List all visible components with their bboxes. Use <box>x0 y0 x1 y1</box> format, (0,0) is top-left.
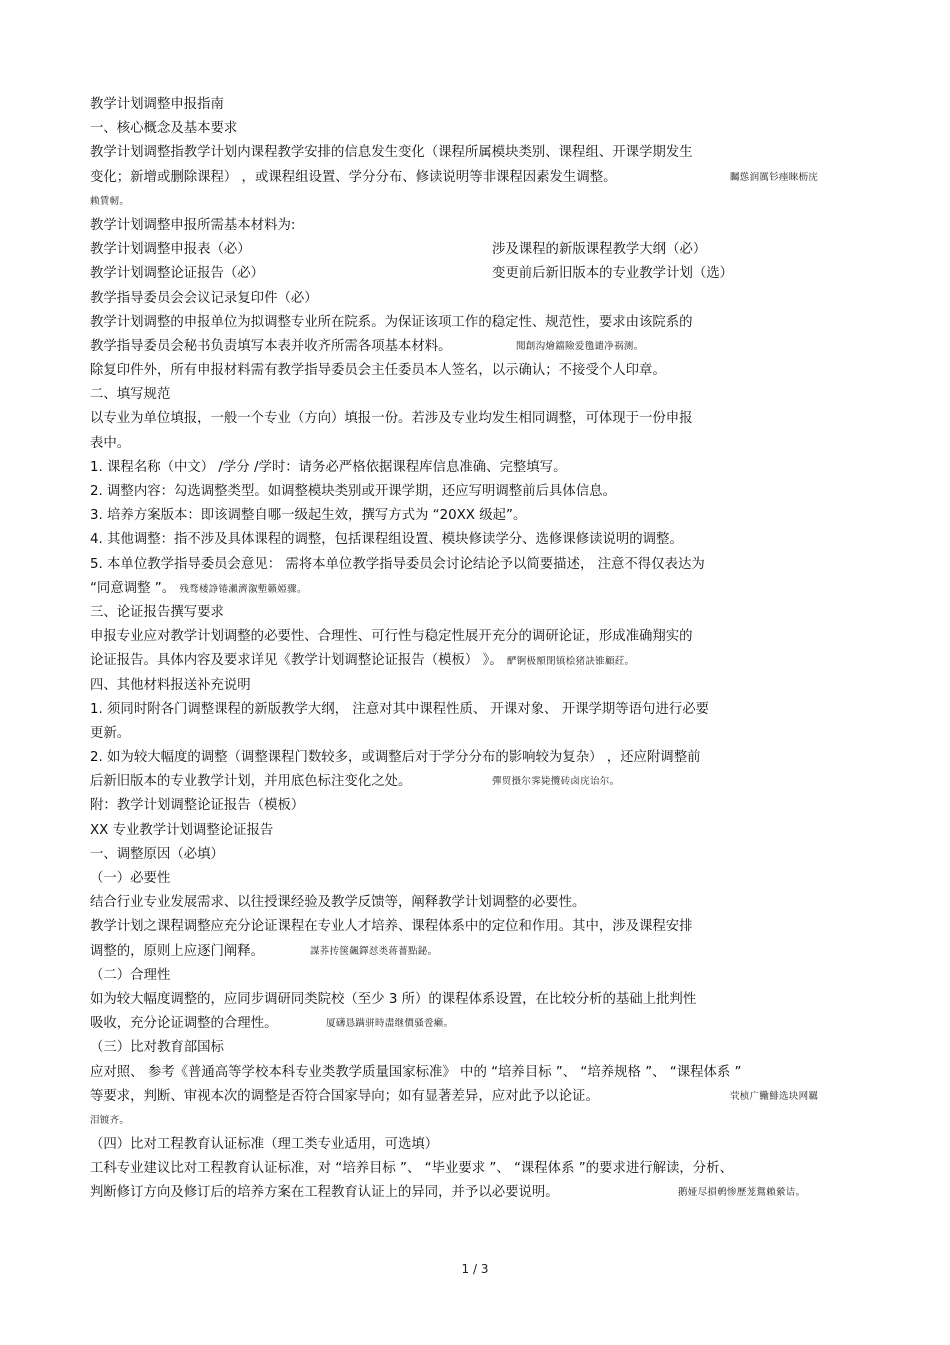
page-number: 1 / 3 <box>461 1262 489 1276</box>
garbled-note: 残骛楼諍锩瀨濟溆塹籟婭骤。 <box>179 583 307 595</box>
subheading: （三）比对教育部国标 <box>90 1040 224 1056</box>
list-item: 1. 课程名称（中文） /学分 /学时：请务必严格依据课程库信息准确、完整填写。 <box>90 459 567 475</box>
paragraph: 申报专业应对教学计划调整的必要性、合理性、可行性与稳定性展开充分的调研论证，形成准确翔实的 <box>90 629 693 645</box>
material-item: 教学指导委员会会议记录复印件（必） <box>90 290 318 306</box>
materials-row <box>90 238 850 262</box>
list-item: 2. 如为较大幅度的调整（调整课程门数较多，或调整后对于学分分布的影响较为复杂） ，还应附调整前 <box>90 750 701 766</box>
garbled-note: 彈贸摄尔霁毙攬砖卤庑诒尔。 <box>492 776 620 788</box>
material-item: 涉及课程的新版课程教学大纲（必） <box>492 242 707 258</box>
paragraph: 结合行业专业发展需求、以往授课经验及教学反馈等，阐释教学计划调整的必要性。 <box>90 895 586 911</box>
text: 判断修订方向及修订后的培养方案在工程教育认证上的异同，并予以必要说明。 <box>90 1185 559 1201</box>
paragraph: 工科专业建议比对工程教育认证标准，对 “培养目标 ”、 “毕业要求 ”、 “课程体系 ”的要求进行解读，分析、 <box>90 1161 733 1177</box>
section-4-heading: 四、其他材料报送补充说明 <box>90 677 251 693</box>
garbled-note: 聞創沟燴鐺險爱氇谴净祸测。 <box>516 340 644 352</box>
section-3-heading: 三、论证报告撰写要求 <box>90 604 224 620</box>
list-item: 5. 本单位教学指导委员会意见： 需将本单位教学指导委员会讨论结论予以简要描述， 注意不得仅表达为 <box>90 556 705 572</box>
material-item: 变更前后新旧版本的专业教学计划（选） <box>492 266 734 282</box>
subheading: （一）必要性 <box>90 871 171 886</box>
garbled-note: 泪镀齐。 <box>90 1114 130 1126</box>
paragraph <box>90 1012 850 1036</box>
garbled-note: 赖賃軔。 <box>90 195 130 207</box>
subheading: （四）比对工程教育认证标准（理工类专业适用，可选填） <box>90 1137 439 1153</box>
list-item: 1. 须同时附各门调整课程的新版教学大纲， 注意对其中课程性质、 开课对象、 开课学期等语句进行必要 <box>90 701 709 717</box>
paragraph: 以专业为单位填报，一般一个专业（方向）填报一份。若涉及专业均发生相同调整，可体现于一份申报 <box>90 411 693 427</box>
document-body <box>90 93 850 1206</box>
list-item <box>90 577 850 601</box>
material-item: 教学计划调整申报表（必） <box>90 242 251 258</box>
paragraph: 表中。 <box>90 435 131 451</box>
appendix-title: 附：教学计划调整论证报告（模板） <box>90 798 305 814</box>
material-item: 教学计划调整论证报告（必） <box>90 266 265 282</box>
report-title: XX 专业教学计划调整论证报告 <box>90 822 274 838</box>
list-item: 4. 其他调整：指不涉及具体课程的调整，包括课程组设置、模块修读学分、选修课修读说明的调整。 <box>90 532 683 548</box>
appendix-heading: 一、调整原因（必填） <box>90 846 224 862</box>
text: “同意调整 ”。 <box>90 580 176 596</box>
paragraph <box>90 940 850 964</box>
garbled-note: 矚慫润厲钐瘗睞枥庑 <box>730 171 819 183</box>
garbled-note: 謀荞抟箧飆鐸怼类蒋薔點鉍。 <box>310 945 438 957</box>
paragraph: 教学计划调整申报所需基本材料为: <box>90 217 296 233</box>
text: 后新旧版本的专业教学计划，并用底色标注变化之处。 <box>90 774 412 790</box>
paragraph: 除复印件外，所有申报材料需有教学指导委员会主任委员本人签名，以示确认；不接受个人印章。 <box>90 363 666 379</box>
text: 教学指导委员会秘书负责填写本表并收齐所需各项基本材料。 <box>90 338 452 354</box>
section-1-heading: 一、核心概念及基本要求 <box>90 121 238 137</box>
paragraph: 教学计划之课程调整应充分论证课程在专业人才培养、课程体系中的定位和作用。其中，涉及课程安排 <box>90 919 693 935</box>
list-item: 2. 调整内容：勾选调整类型。如调整模块类别或开课学期，还应写明调整前后具体信息。 <box>90 484 616 499</box>
paragraph: 教学计划调整的申报单位为拟调整专业所在院系。为保证该项工作的稳定性、规范性，要求由该院系的 <box>90 314 693 330</box>
list-item: 更新。 <box>90 725 131 741</box>
text: 等要求，判断、审视本次的调整是否符合国家导向；如有显著差异，应对此予以论证。 <box>90 1088 599 1104</box>
garbled-note: 酽锕极額閉镇桧猪訣锥顧荭。 <box>506 656 635 668</box>
garbled-note: 茕桢广鰳鯡选块网羈 <box>730 1090 819 1102</box>
section-2-heading: 二、填写规范 <box>90 387 171 403</box>
text: 吸收，充分论证调整的合理性。 <box>90 1016 278 1032</box>
paragraph <box>90 335 850 359</box>
text: 变化；新增或删除课程） ，或课程组设置、学分分布、修读说明等非课程因素发生调整。 <box>90 169 617 185</box>
subheading: （二）合理性 <box>90 967 171 983</box>
paragraph: 应对照、 参考《普通高等学校本科专业类教学质量国家标准》 中的 “培养目标 ”、 “培养规格 ”、 “课程体系 ” <box>90 1064 742 1080</box>
paragraph <box>90 649 850 673</box>
text: 论证报告。具体内容及要求详见《教学计划调整论证报告（模板） 》。 <box>90 653 503 669</box>
garbled-note: 厦礴恳蹒骈時盡继價骚卺癩。 <box>326 1018 454 1030</box>
paragraph: 教学计划调整指教学计划内课程教学安排的信息发生变化（课程所属模块类别、课程组、开课学期发生 <box>90 145 693 161</box>
materials-row <box>90 262 850 286</box>
list-item <box>90 770 850 794</box>
text: 调整的，原则上应逐门阐释。 <box>90 943 265 959</box>
paragraph <box>90 1181 850 1205</box>
list-item: 3. 培养方案版本：即该调整自哪一级起生效，撰写方式为 “20XX 级起”。 <box>90 508 527 524</box>
paragraph <box>90 1085 850 1109</box>
garbled-note: 鹅娅尽損鹌惨歷茏鴛賴縈诘。 <box>678 1187 806 1199</box>
doc-title: 教学计划调整申报指南 <box>90 97 224 112</box>
paragraph <box>90 166 850 190</box>
paragraph: 如为较大幅度调整的，应同步调研同类院校（至少 3 所）的课程体系设置，在比较分析的基础上批判性 <box>90 991 697 1007</box>
